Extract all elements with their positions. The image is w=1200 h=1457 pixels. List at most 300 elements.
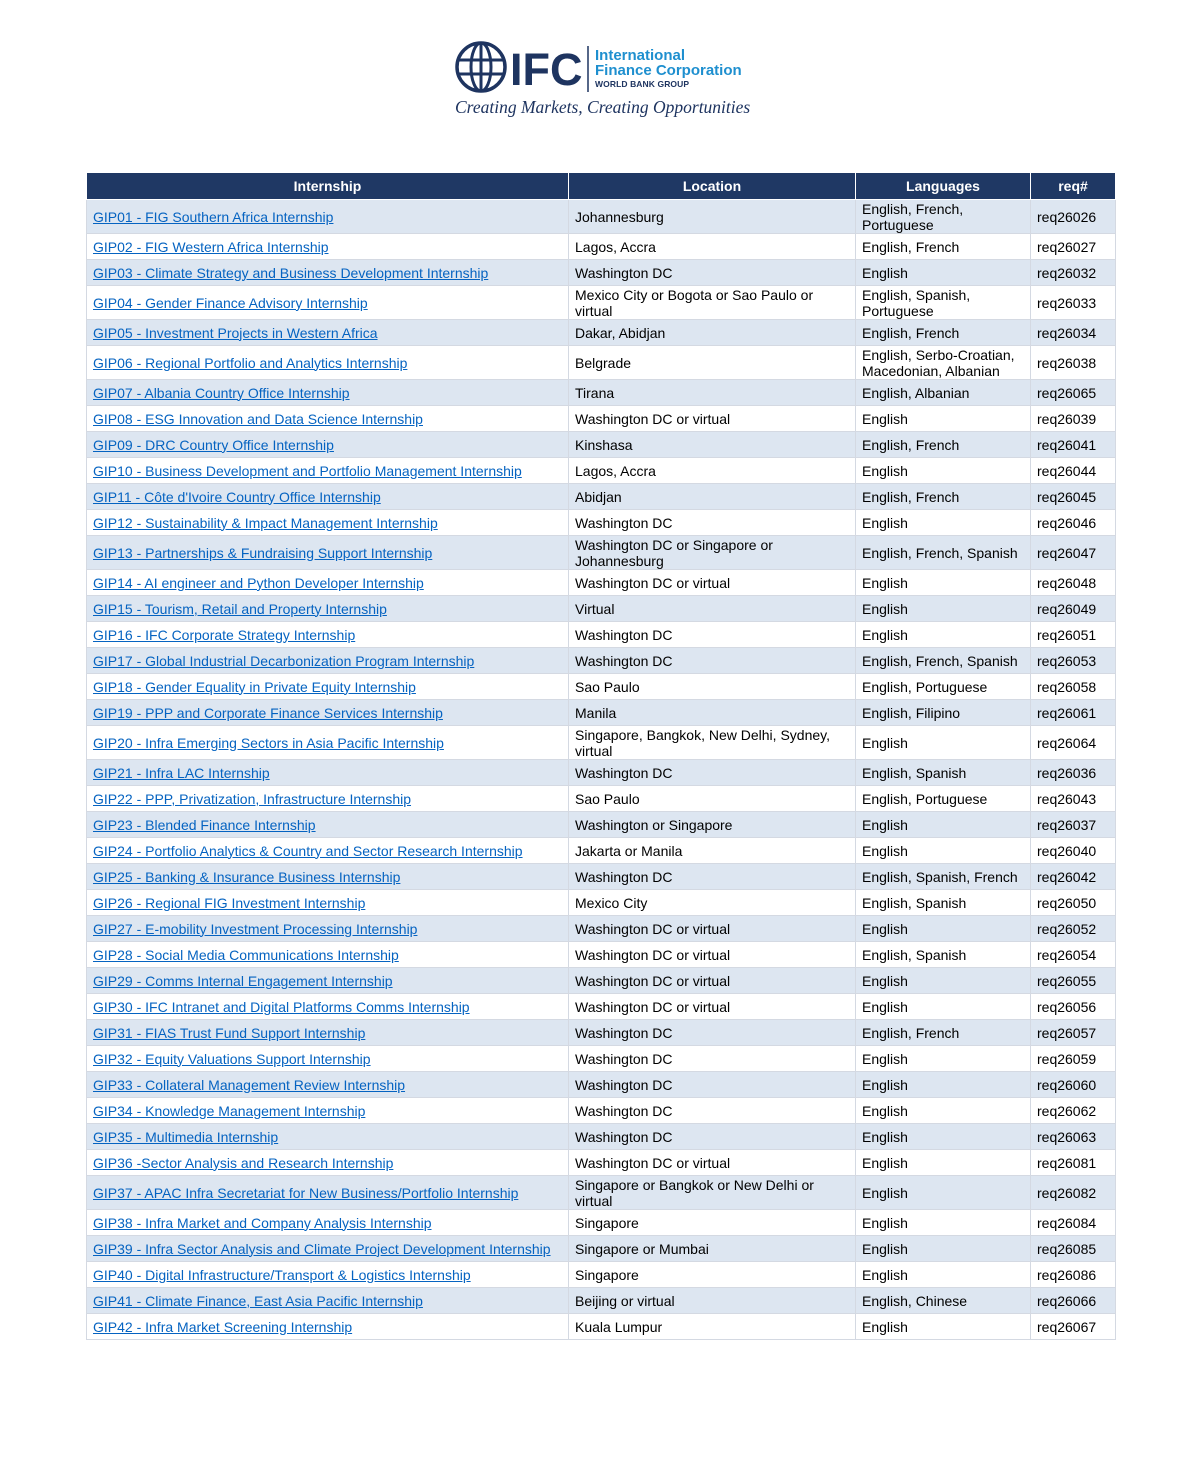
languages-text: English (862, 1102, 908, 1119)
req-text: req26044 (1037, 462, 1097, 479)
internship-link[interactable]: GIP34 - Knowledge Management Internship (93, 1102, 366, 1119)
languages-text: English (862, 600, 908, 617)
internship-link[interactable]: GIP09 - DRC Country Office Internship (93, 436, 334, 453)
location-text: Singapore (575, 1214, 639, 1231)
req-text: req26059 (1037, 1050, 1097, 1067)
req-text: req26026 (1037, 208, 1097, 225)
location-cell (569, 1072, 856, 1098)
internship-link[interactable]: GIP10 - Business Development and Portfolio Management Internship (93, 462, 522, 479)
table-row (87, 1176, 1116, 1210)
location-text: Washington DC (575, 1024, 673, 1041)
internship-cell (87, 674, 569, 700)
internship-link[interactable]: GIP18 - Gender Equality in Private Equity Internship (93, 678, 416, 695)
languages-cell (856, 1314, 1031, 1340)
req-text: req26032 (1037, 264, 1097, 281)
languages-cell (856, 536, 1031, 570)
location-text: Washington DC or virtual (575, 972, 731, 989)
languages-text: English (862, 1318, 908, 1335)
req-text: req26085 (1037, 1240, 1097, 1257)
req-cell (1031, 786, 1116, 812)
location-cell (569, 1176, 856, 1210)
internship-cell (87, 726, 569, 760)
languages-text: English (862, 1214, 908, 1231)
req-cell (1031, 648, 1116, 674)
table-row (87, 536, 1116, 570)
table-row (87, 484, 1116, 510)
internship-link[interactable]: GIP41 - Climate Finance, East Asia Pacific Internship (93, 1292, 423, 1309)
table-row (87, 674, 1116, 700)
req-text: req26048 (1037, 574, 1097, 591)
languages-text: English (862, 842, 908, 859)
location-cell (569, 890, 856, 916)
location-cell (569, 1314, 856, 1340)
languages-cell (856, 968, 1031, 994)
internship-link[interactable]: GIP16 - IFC Corporate Strategy Internship (93, 626, 356, 643)
languages-text: English (862, 1240, 908, 1257)
location-cell (569, 994, 856, 1020)
req-cell (1031, 406, 1116, 432)
location-text: Lagos, Accra (575, 462, 656, 479)
req-cell (1031, 320, 1116, 346)
languages-cell (856, 726, 1031, 760)
req-cell (1031, 864, 1116, 890)
location-text: Singapore or Bangkok or New Delhi or virtual (575, 1176, 814, 1209)
languages-text: English, Spanish (862, 764, 967, 781)
internship-link[interactable]: GIP32 - Equity Valuations Support Internship (93, 1050, 371, 1067)
internship-cell (87, 536, 569, 570)
req-cell (1031, 968, 1116, 994)
languages-cell (856, 286, 1031, 320)
internship-link[interactable]: GIP31 - FIAS Trust Fund Support Internship (93, 1024, 366, 1041)
world-bank-globe-icon (455, 40, 595, 96)
req-text: req26066 (1037, 1292, 1097, 1309)
internship-cell (87, 346, 569, 380)
req-text: req26047 (1037, 544, 1097, 561)
internship-link[interactable]: GIP12 - Sustainability & Impact Management Internship (93, 514, 438, 531)
req-text: req26053 (1037, 652, 1097, 669)
internship-cell (87, 1124, 569, 1150)
req-cell (1031, 1124, 1116, 1150)
location-text: Washington DC or virtual (575, 410, 731, 427)
languages-text: English, Serbo-Croatian, Macedonian, Albanian (862, 346, 1015, 379)
internship-link[interactable]: GIP25 - Banking & Insurance Business Internship (93, 868, 401, 885)
location-cell (569, 484, 856, 510)
location-cell (569, 1046, 856, 1072)
location-text: Washington DC or virtual (575, 920, 731, 937)
location-text: Jakarta or Manila (575, 842, 683, 859)
internship-link[interactable]: GIP04 - Gender Finance Advisory Internship (93, 294, 368, 311)
internship-link[interactable]: GIP36 -Sector Analysis and Research Internship (93, 1154, 394, 1171)
languages-cell (856, 1288, 1031, 1314)
languages-text: English (862, 1076, 908, 1093)
req-cell (1031, 700, 1116, 726)
internship-cell (87, 432, 569, 458)
languages-cell (856, 432, 1031, 458)
location-cell (569, 1150, 856, 1176)
languages-cell (856, 812, 1031, 838)
req-cell (1031, 380, 1116, 406)
req-cell (1031, 432, 1116, 458)
req-cell (1031, 484, 1116, 510)
table-row (87, 510, 1116, 536)
internship-cell (87, 700, 569, 726)
location-cell (569, 1098, 856, 1124)
location-text: Washington DC (575, 1128, 673, 1145)
column-header-languages: Languages (856, 173, 1031, 200)
location-cell (569, 570, 856, 596)
location-cell (569, 726, 856, 760)
internship-cell (87, 1314, 569, 1340)
req-cell (1031, 1236, 1116, 1262)
languages-text: English (862, 1266, 908, 1283)
location-text: Washington or Singapore (575, 816, 733, 833)
languages-cell (856, 346, 1031, 380)
internship-cell (87, 458, 569, 484)
internship-cell (87, 570, 569, 596)
languages-text: English, Spanish (862, 894, 967, 911)
languages-text: English (862, 626, 908, 643)
internship-cell (87, 760, 569, 786)
location-cell (569, 812, 856, 838)
req-text: req26060 (1037, 1076, 1097, 1093)
req-text: req26064 (1037, 734, 1097, 751)
internship-cell (87, 622, 569, 648)
req-cell (1031, 726, 1116, 760)
req-text: req26052 (1037, 920, 1097, 937)
req-cell (1031, 674, 1116, 700)
location-cell (569, 458, 856, 484)
internship-cell (87, 260, 569, 286)
req-text: req26067 (1037, 1318, 1097, 1335)
languages-cell (856, 570, 1031, 596)
internship-cell (87, 1176, 569, 1210)
table-body (87, 200, 1116, 1340)
location-cell (569, 968, 856, 994)
org-name (595, 48, 742, 78)
languages-cell (856, 1176, 1031, 1210)
internship-link[interactable]: GIP28 - Social Media Communications Internship (93, 946, 399, 963)
location-text: Singapore (575, 1266, 639, 1283)
req-cell (1031, 596, 1116, 622)
location-cell (569, 1020, 856, 1046)
location-cell (569, 760, 856, 786)
internship-cell (87, 648, 569, 674)
internship-cell (87, 942, 569, 968)
internship-link[interactable]: GIP26 - Regional FIG Investment Internship (93, 894, 366, 911)
languages-text: English, Portuguese (862, 790, 988, 807)
req-text: req26056 (1037, 998, 1097, 1015)
table-row (87, 1236, 1116, 1262)
internship-link[interactable]: GIP24 - Portfolio Analytics & Country and Sector Research Internship (93, 842, 523, 859)
internship-link[interactable]: GIP23 - Blended Finance Internship (93, 816, 316, 833)
location-text: Virtual (575, 600, 615, 617)
internship-link[interactable]: GIP40 - Digital Infrastructure/Transport & Logistics Internship (93, 1266, 471, 1283)
languages-cell (856, 1210, 1031, 1236)
table-row (87, 760, 1116, 786)
location-text: Dakar, Abidjan (575, 324, 666, 341)
req-cell (1031, 942, 1116, 968)
req-text: req26040 (1037, 842, 1097, 859)
internship-link[interactable]: GIP22 - PPP, Privatization, Infrastructure Internship (93, 790, 412, 807)
internship-link[interactable]: GIP06 - Regional Portfolio and Analytics Internship (93, 354, 408, 371)
location-text: Washington DC or virtual (575, 574, 731, 591)
table-row (87, 864, 1116, 890)
req-cell (1031, 1314, 1116, 1340)
location-text: Washington DC (575, 868, 673, 885)
req-cell (1031, 1098, 1116, 1124)
table-row (87, 1046, 1116, 1072)
internship-link[interactable]: GIP27 - E-mobility Investment Processing Internship (93, 920, 418, 937)
req-text: req26037 (1037, 816, 1097, 833)
req-text: req26054 (1037, 946, 1097, 963)
internship-cell (87, 890, 569, 916)
table-row (87, 570, 1116, 596)
req-text: req26046 (1037, 514, 1097, 531)
req-text: req26049 (1037, 600, 1097, 617)
location-cell (569, 864, 856, 890)
internship-cell (87, 320, 569, 346)
req-cell (1031, 260, 1116, 286)
internship-link[interactable]: GIP30 - IFC Intranet and Digital Platforms Comms Internship (93, 998, 470, 1015)
internship-link[interactable]: GIP01 - FIG Southern Africa Internship (93, 208, 334, 225)
languages-text: English (862, 514, 908, 531)
languages-text: English (862, 998, 908, 1015)
languages-cell (856, 484, 1031, 510)
languages-text: English, Spanish, French (862, 868, 1018, 885)
location-text: Singapore or Mumbai (575, 1240, 709, 1257)
internship-link[interactable]: GIP03 - Climate Strategy and Business Development Internship (93, 264, 489, 281)
languages-text: English, French, Spanish (862, 652, 1018, 669)
table-row (87, 286, 1116, 320)
internship-link[interactable]: GIP02 - FIG Western Africa Internship (93, 238, 329, 255)
languages-cell (856, 260, 1031, 286)
table-row (87, 406, 1116, 432)
table-row (87, 786, 1116, 812)
table-row (87, 458, 1116, 484)
location-text: Abidjan (575, 488, 622, 505)
req-text: req26063 (1037, 1128, 1097, 1145)
languages-text: English, French (862, 488, 960, 505)
languages-cell (856, 890, 1031, 916)
req-cell (1031, 286, 1116, 320)
internship-cell (87, 1150, 569, 1176)
location-cell (569, 622, 856, 648)
req-text: req26057 (1037, 1024, 1097, 1041)
location-cell (569, 406, 856, 432)
table-row (87, 1314, 1116, 1340)
internship-link[interactable]: GIP35 - Multimedia Internship (93, 1128, 279, 1145)
req-cell (1031, 1150, 1116, 1176)
internship-link[interactable]: GIP14 - AI engineer and Python Developer Internship (93, 574, 424, 591)
languages-cell (856, 1124, 1031, 1150)
languages-cell (856, 234, 1031, 260)
languages-text: English (862, 1184, 908, 1201)
location-text: Washington DC (575, 1076, 673, 1093)
req-cell (1031, 916, 1116, 942)
languages-text: English, French (862, 436, 960, 453)
req-text: req26081 (1037, 1154, 1097, 1171)
languages-cell (856, 510, 1031, 536)
req-text: req26084 (1037, 1214, 1097, 1231)
languages-cell (856, 1072, 1031, 1098)
location-cell (569, 1210, 856, 1236)
location-text: Washington DC (575, 1050, 673, 1067)
languages-text: English (862, 462, 908, 479)
table-row (87, 994, 1116, 1020)
req-text: req26086 (1037, 1266, 1097, 1283)
languages-cell (856, 596, 1031, 622)
table-row (87, 648, 1116, 674)
languages-text: English (862, 264, 908, 281)
languages-cell (856, 994, 1031, 1020)
req-text: req26039 (1037, 410, 1097, 427)
table-header-row (87, 173, 1116, 200)
req-text: req26036 (1037, 764, 1097, 781)
languages-cell (856, 648, 1031, 674)
internship-link[interactable]: GIP20 - Infra Emerging Sectors in Asia Pacific Internship (93, 734, 444, 751)
internship-cell (87, 786, 569, 812)
internship-link[interactable]: GIP19 - PPP and Corporate Finance Services Internship (93, 704, 443, 721)
table-row (87, 916, 1116, 942)
languages-text: English, French (862, 1024, 960, 1041)
table-row (87, 1150, 1116, 1176)
languages-cell (856, 1262, 1031, 1288)
internship-cell (87, 1288, 569, 1314)
internship-link[interactable]: GIP13 - Partnerships & Fundraising Support Internship (93, 544, 433, 561)
location-cell (569, 346, 856, 380)
internship-table (86, 172, 1116, 1340)
languages-cell (856, 1098, 1031, 1124)
location-cell (569, 596, 856, 622)
table-row (87, 968, 1116, 994)
languages-text: English, Chinese (862, 1292, 968, 1309)
table-row (87, 1124, 1116, 1150)
req-cell (1031, 536, 1116, 570)
languages-cell (856, 200, 1031, 234)
languages-text: English, French (862, 324, 960, 341)
location-cell (569, 786, 856, 812)
location-text: Washington DC (575, 264, 673, 281)
table-row (87, 1262, 1116, 1288)
languages-text: English (862, 410, 908, 427)
req-cell (1031, 622, 1116, 648)
location-cell (569, 286, 856, 320)
req-text: req26038 (1037, 354, 1097, 371)
languages-cell (856, 674, 1031, 700)
req-cell (1031, 1072, 1116, 1098)
languages-cell (856, 622, 1031, 648)
languages-cell (856, 1236, 1031, 1262)
req-text: req26058 (1037, 678, 1097, 695)
internship-link[interactable]: GIP05 - Investment Projects in Western Africa (93, 324, 378, 341)
internship-link[interactable]: GIP42 - Infra Market Screening Internship (93, 1318, 353, 1335)
location-cell (569, 838, 856, 864)
req-text: req26061 (1037, 704, 1097, 721)
table-row (87, 1210, 1116, 1236)
table-row (87, 942, 1116, 968)
req-text: req26034 (1037, 324, 1097, 341)
internship-cell (87, 1236, 569, 1262)
req-cell (1031, 200, 1116, 234)
table-row (87, 726, 1116, 760)
table-row (87, 1288, 1116, 1314)
location-text: Kinshasa (575, 436, 633, 453)
internship-link[interactable]: GIP08 - ESG Innovation and Data Science Internship (93, 410, 423, 427)
location-cell (569, 200, 856, 234)
req-cell (1031, 1046, 1116, 1072)
req-cell (1031, 1176, 1116, 1210)
location-text: Kuala Lumpur (575, 1318, 663, 1335)
internship-link[interactable]: GIP29 - Comms Internal Engagement Internship (93, 972, 393, 989)
languages-text: English (862, 574, 908, 591)
column-header-internship: Internship (87, 173, 569, 200)
location-cell (569, 536, 856, 570)
column-header-location: Location (569, 173, 856, 200)
req-text: req26065 (1037, 384, 1097, 401)
req-cell (1031, 458, 1116, 484)
internship-cell (87, 510, 569, 536)
languages-text: English, Portuguese (862, 678, 988, 695)
table-row (87, 320, 1116, 346)
location-text: Sao Paulo (575, 678, 640, 695)
req-text: req26055 (1037, 972, 1097, 989)
table-row (87, 700, 1116, 726)
table-row (87, 1072, 1116, 1098)
internship-link[interactable]: GIP37 - APAC Infra Secretariat for New Business/Portfolio Internship (93, 1184, 519, 1201)
location-text: Johannesburg (575, 208, 664, 225)
location-text: Manila (575, 704, 617, 721)
internship-cell (87, 1210, 569, 1236)
internship-link[interactable]: GIP17 - Global Industrial Decarbonization Program Internship (93, 652, 475, 669)
internship-cell (87, 864, 569, 890)
internship-link[interactable]: GIP33 - Collateral Management Review Internship (93, 1076, 406, 1093)
location-cell (569, 942, 856, 968)
internship-link[interactable]: GIP15 - Tourism, Retail and Property Internship (93, 600, 387, 617)
internship-link[interactable]: GIP21 - Infra LAC Internship (93, 764, 270, 781)
tagline: Creating Markets, Creating Opportunities (455, 97, 751, 117)
languages-text: English (862, 920, 908, 937)
languages-text: English (862, 816, 908, 833)
ifc-wordmark: IFC (510, 44, 583, 95)
internship-cell (87, 380, 569, 406)
internship-link[interactable]: GIP39 - Infra Sector Analysis and Climate Project Development Internship (93, 1240, 551, 1257)
internship-link[interactable]: GIP07 - Albania Country Office Internship (93, 384, 350, 401)
location-text: Washington DC (575, 514, 673, 531)
table-row (87, 596, 1116, 622)
req-text: req26082 (1037, 1184, 1097, 1201)
location-text: Washington DC (575, 1102, 673, 1119)
languages-text: English, French, Portuguese (862, 200, 964, 233)
internship-cell (87, 484, 569, 510)
languages-text: English, Spanish (862, 946, 967, 963)
location-text: Washington DC or Singapore or Johannesburg (575, 536, 773, 569)
internship-cell (87, 812, 569, 838)
internship-link[interactable]: GIP11 - Côte d'Ivoire Country Office Internship (93, 488, 381, 505)
languages-cell (856, 786, 1031, 812)
internship-cell (87, 1262, 569, 1288)
internship-cell (87, 968, 569, 994)
req-text: req26042 (1037, 868, 1097, 885)
location-cell (569, 432, 856, 458)
location-text: Mexico City (575, 894, 648, 911)
location-cell (569, 1288, 856, 1314)
languages-cell (856, 760, 1031, 786)
languages-text: English (862, 1128, 908, 1145)
location-cell (569, 234, 856, 260)
internship-link[interactable]: GIP38 - Infra Market and Company Analysis Internship (93, 1214, 432, 1231)
req-text: req26027 (1037, 238, 1097, 255)
internship-cell (87, 994, 569, 1020)
